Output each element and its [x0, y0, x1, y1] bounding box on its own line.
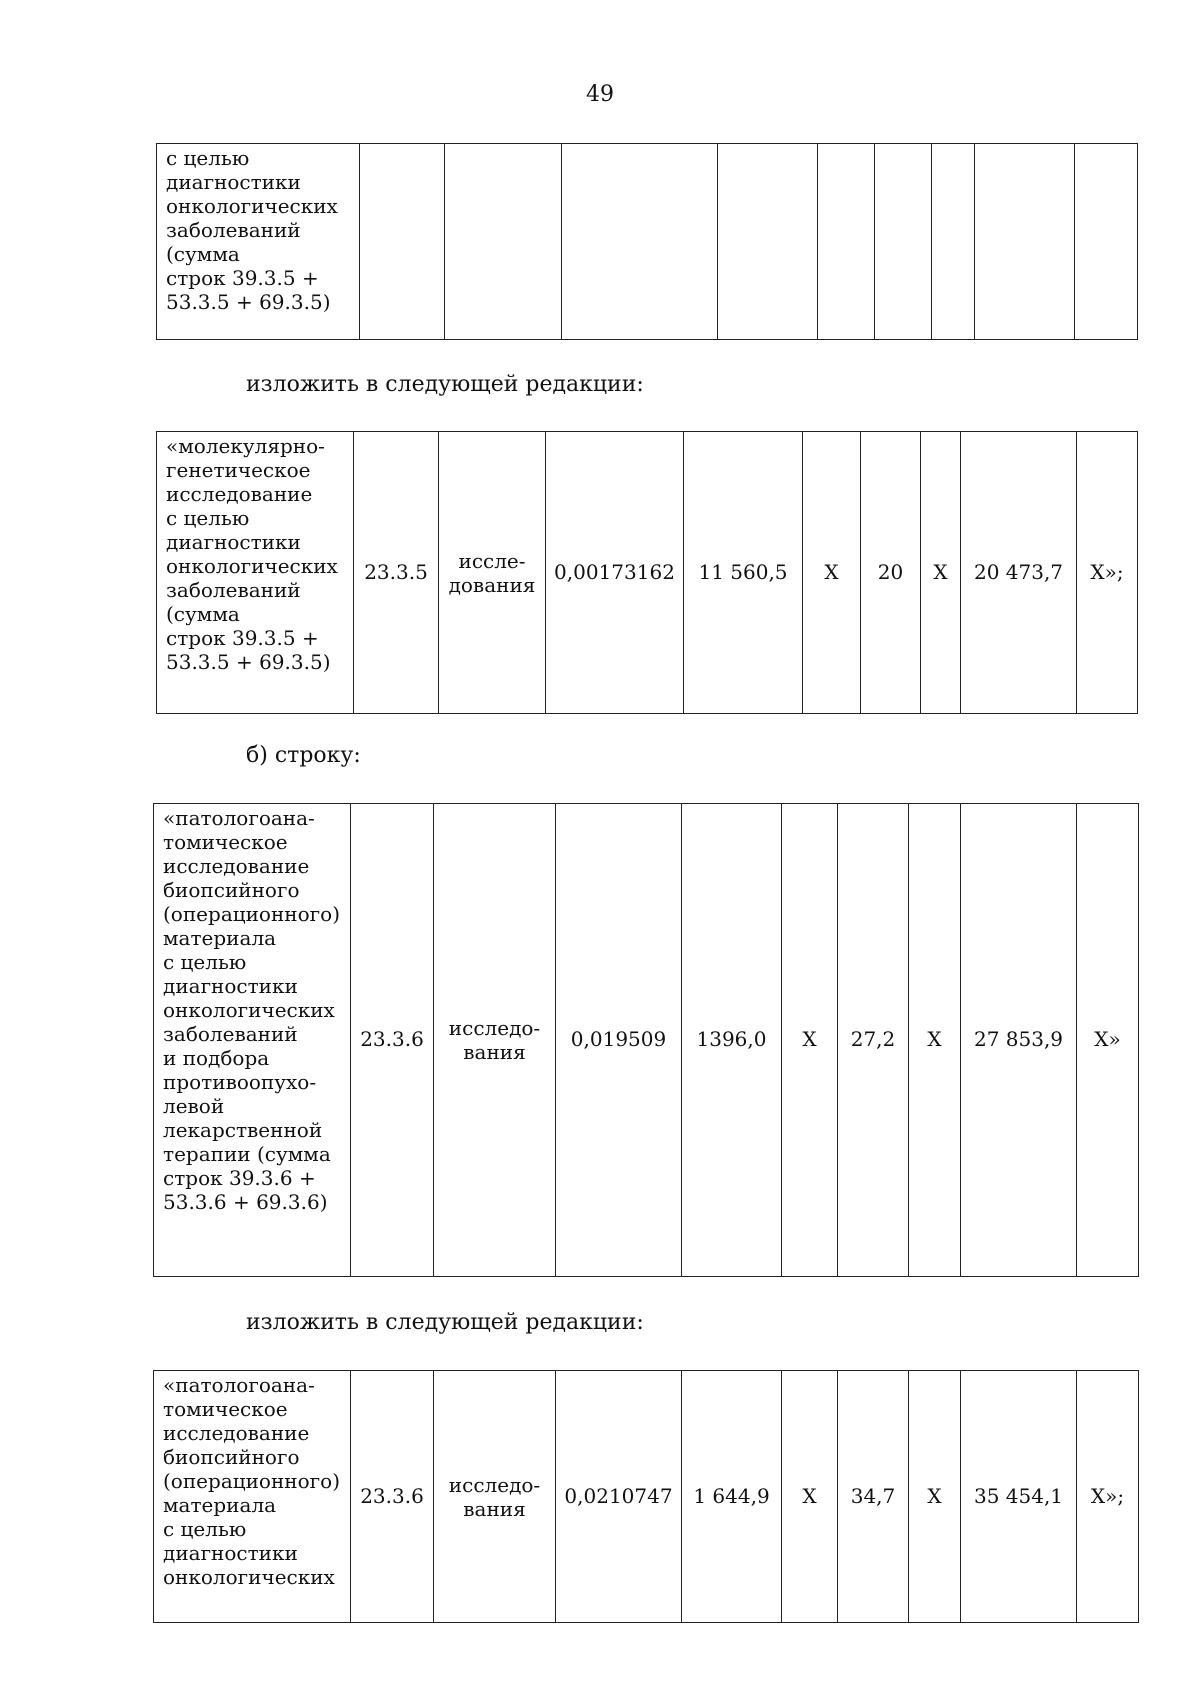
value-cell: 35 454,1 [961, 1371, 1077, 1623]
table-row [157, 432, 1138, 714]
cell-line: исследование [166, 482, 313, 506]
cell-line: материала [163, 1493, 277, 1517]
cell-line: диагностики [166, 170, 301, 194]
cell-line: иссле- [458, 548, 526, 573]
service-name-cell [157, 432, 354, 714]
unit-cell [439, 432, 546, 714]
cell-line: (сумма [166, 602, 240, 626]
cell-line: строк 39.3.6 + [163, 1166, 316, 1190]
value-cell: 1396,0 [682, 804, 782, 1277]
cell-line: с целью [166, 146, 250, 170]
cell-line: томическое [163, 1397, 288, 1421]
cell-line: заболеваний [163, 1022, 298, 1046]
cell-line: биопсийного [163, 1445, 300, 1469]
value-cell: 27 853,9 [961, 804, 1077, 1277]
code-cell: 23.3.5 [354, 432, 439, 714]
cell-line: противоопухо- [163, 1070, 317, 1094]
cell-line: с целью [166, 506, 250, 530]
cell-line: онкологических [163, 1565, 335, 1589]
unit-cell [434, 1371, 556, 1623]
cell-line: лекарственной [163, 1118, 323, 1142]
value-cell: Х [921, 432, 961, 714]
cell-line: диагностики [166, 530, 301, 554]
value-cell: Х» [1077, 804, 1139, 1277]
value-cell: 0,0210747 [556, 1371, 682, 1623]
cell-line: заболеваний [166, 578, 301, 602]
empty-cell [1075, 144, 1138, 340]
value-cell: 11 560,5 [684, 432, 803, 714]
table-molecular-genetic [156, 431, 1138, 714]
unit-cell [434, 804, 556, 1277]
value-cell: Х [782, 1371, 838, 1623]
cell-line: левой [163, 1094, 225, 1118]
value-cell: Х [909, 804, 961, 1277]
cell-line: (сумма [166, 242, 240, 266]
empty-cell [718, 144, 818, 340]
table-row [154, 804, 1139, 1277]
table-pathology-old [153, 803, 1139, 1277]
cell-line: с целью [163, 1517, 247, 1541]
cell-line: онкологических [163, 998, 335, 1022]
value-cell: 20 473,7 [961, 432, 1077, 714]
paragraph-new-edition-2: изложить в следующей редакции: [246, 1310, 644, 1335]
cell-line: заболеваний [166, 218, 301, 242]
cell-line: материала [163, 926, 277, 950]
table-pathology-new [153, 1370, 1139, 1623]
page-number: 49 [586, 82, 614, 107]
cell-line: вания [463, 1040, 526, 1064]
cell-line: онкологических [166, 194, 338, 218]
cell-line: генетическое [166, 458, 311, 482]
empty-cell [818, 144, 875, 340]
cell-line: исследо- [448, 1016, 541, 1040]
cell-line: вания [463, 1496, 526, 1521]
service-name-cell [154, 804, 351, 1277]
cell-line: и подбора [163, 1046, 270, 1070]
service-name-cell [154, 1371, 351, 1623]
empty-cell [932, 144, 975, 340]
service-name-cell [157, 144, 360, 340]
cell-line: терапии (сумма [163, 1142, 331, 1166]
cell-line: «патологоана- [163, 806, 315, 830]
paragraph-line-b: б) строку: [246, 743, 361, 768]
cell-line: с целью [163, 950, 247, 974]
code-cell: 23.3.6 [351, 1371, 434, 1623]
value-cell: 27,2 [838, 804, 909, 1277]
cell-line: строк 39.3.5 + [166, 266, 319, 290]
value-cell: 20 [861, 432, 921, 714]
cell-line: исследование [163, 854, 310, 878]
value-cell: Х [909, 1371, 961, 1623]
empty-cell [445, 144, 562, 340]
cell-line: томическое [163, 830, 288, 854]
value-cell: 34,7 [838, 1371, 909, 1623]
cell-line: (операционного) [163, 902, 340, 926]
value-cell: Х»; [1077, 432, 1138, 714]
table-row [157, 144, 1138, 340]
cell-line: «молекулярно- [166, 434, 325, 458]
cell-line: диагностики [163, 1541, 298, 1565]
value-cell: 1 644,9 [682, 1371, 782, 1623]
cell-line: дования [448, 572, 536, 597]
cell-line: строк 39.3.5 + [166, 626, 319, 650]
value-cell: Х [782, 804, 838, 1277]
empty-cell [360, 144, 445, 340]
cell-line: исследо- [448, 1472, 541, 1497]
cell-line: диагностики [163, 974, 298, 998]
table-row [154, 1371, 1139, 1623]
cell-line: биопсийного [163, 878, 300, 902]
cell-line: (операционного) [163, 1469, 340, 1493]
fragment-table [156, 143, 1138, 340]
value-cell: Х»; [1077, 1371, 1139, 1623]
cell-line: онкологических [166, 554, 338, 578]
cell-line: «патологоана- [163, 1373, 315, 1397]
empty-cell [975, 144, 1075, 340]
value-cell: Х [803, 432, 861, 714]
empty-cell [562, 144, 718, 340]
cell-line: исследование [163, 1421, 310, 1445]
cell-line: 53.3.5 + 69.3.5) [166, 650, 331, 674]
cell-line: 53.3.5 + 69.3.5) [166, 290, 331, 314]
code-cell: 23.3.6 [351, 804, 434, 1277]
value-cell: 0,019509 [556, 804, 682, 1277]
value-cell: 0,00173162 [546, 432, 684, 714]
empty-cell [875, 144, 932, 340]
paragraph-new-edition-1: изложить в следующей редакции: [246, 372, 644, 397]
cell-line: 53.3.6 + 69.3.6) [163, 1190, 328, 1214]
